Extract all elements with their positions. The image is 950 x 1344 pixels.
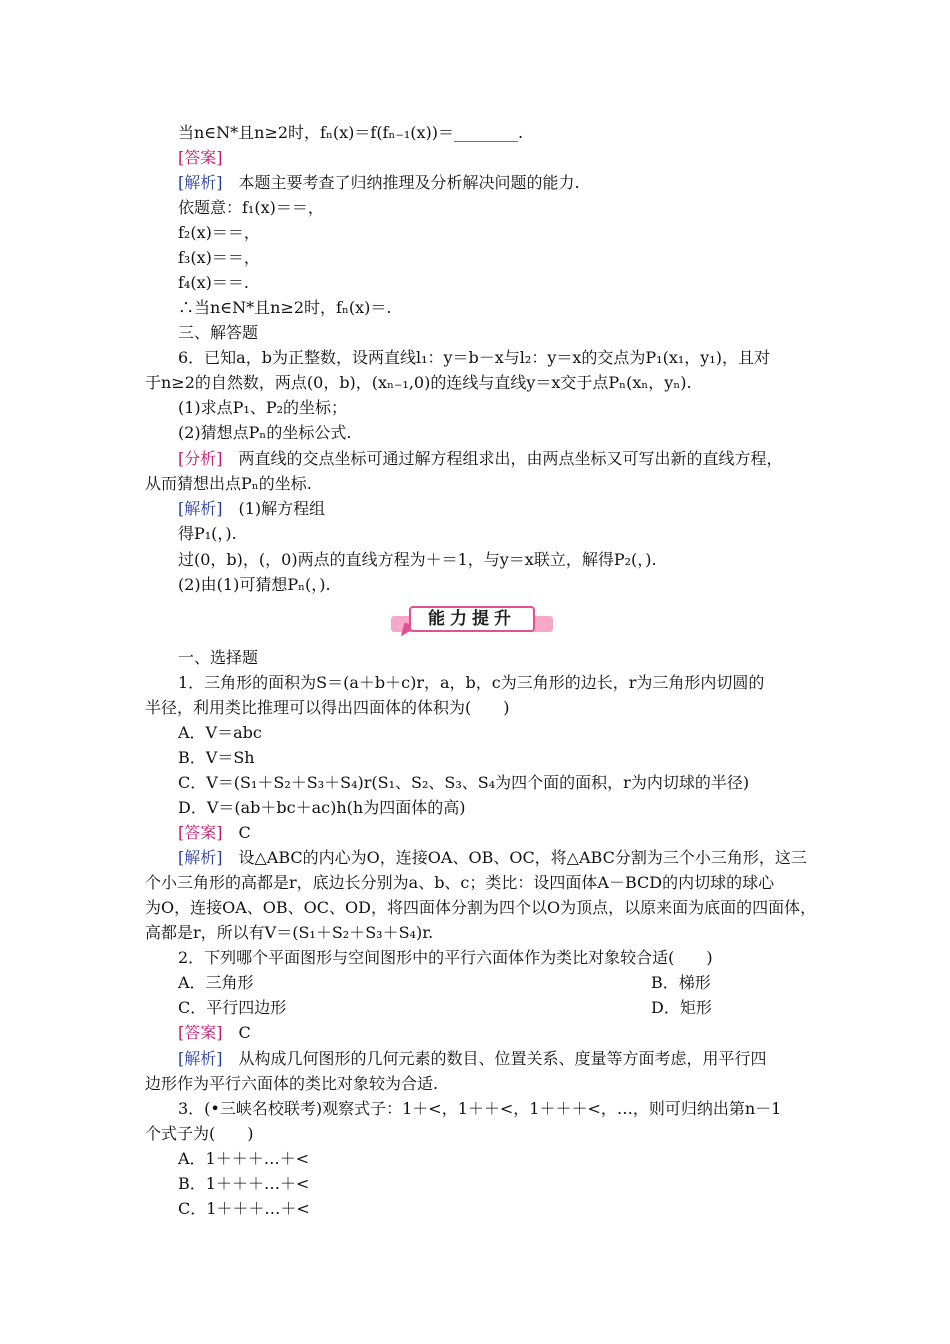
- option-row: [178, 996, 858, 1020]
- text-line: 当n∈N*且n≥2时，fₙ(x)＝f(fₙ₋₁(x))＝________.: [178, 123, 524, 142]
- answer-tag: [答案]: [178, 1023, 223, 1042]
- text-line: f₂(x)＝＝，: [178, 223, 260, 242]
- question-line: 半径，利用类比推理可以得出四面体的体积为( ): [145, 698, 510, 717]
- analysis-line: [178, 447, 858, 471]
- text-line: 个小三角形的高都是r，底边长分别为a、b、c；类比：设四面体A－BCD的内切球的球心: [145, 873, 775, 892]
- answer-tag: [答案]: [178, 823, 223, 842]
- analysis-tag: [解析]: [178, 1049, 223, 1068]
- analysis-line: [178, 171, 858, 195]
- question-line: 2．下列哪个平面图形与空间图形中的平行六面体作为类比对象较合适( ): [178, 948, 713, 967]
- question-line: 3．(•三峡名校联考)观察式子：1＋<，1＋＋<，1＋＋＋<，…，则可归纳出第n－1: [178, 1099, 782, 1118]
- option-b: B．1＋＋＋…＋<: [178, 1174, 310, 1193]
- option-b: B．梯形: [651, 973, 711, 992]
- analysis-line: [178, 497, 858, 521]
- answer-line: [178, 146, 858, 170]
- fenxi-tag: [分析]: [178, 449, 223, 468]
- option-row: [178, 971, 858, 995]
- text-line: (2)由(1)可猜想Pₙ(，).: [178, 575, 331, 594]
- analysis-line: [178, 846, 858, 870]
- fenxi-text: 两直线的交点坐标可通过解方程组求出，由两点坐标又可写出新的直线方程，: [222, 449, 783, 468]
- text-line: ∴当n∈N*且n≥2时，fₙ(x)＝.: [178, 298, 392, 317]
- analysis-text: 设△ABC的内心为O，连接OA、OB、OC，将△ABC分割为三个小三角形，这三: [222, 848, 807, 867]
- text-line: (2)猜想点Pₙ的坐标公式.: [178, 423, 352, 442]
- analysis-tag: [解析]: [178, 848, 223, 867]
- text-line: 依题意：f₁(x)＝＝，: [178, 198, 324, 217]
- option-c: C．V＝(S₁＋S₂＋S₃＋S₄)r(S₁、S₂、S₃、S₄为四个面的面积，r为内切球的半径): [178, 773, 750, 792]
- question-line: 于n≥2的自然数，两点(0，b)，(xₙ₋₁,0)的连线与直线y＝x交于点Pₙ(xₙ，yₙ).: [145, 373, 692, 392]
- text-line: 过(0，b)，(，0)两点的直线方程为＋＝1，与y＝x联立，解得P₂(，).: [178, 550, 657, 569]
- text-line: 从而猜想出点Pₙ的坐标.: [145, 474, 312, 493]
- answer-line: [178, 1021, 858, 1045]
- question-line: 6．已知a，b为正整数，设两直线l₁：y＝b－x与l₂：y＝x的交点为P₁(x₁，y₁)，且对: [178, 348, 770, 367]
- section-heading: 三、解答题: [178, 323, 259, 342]
- option-c: C．1＋＋＋…＋<: [178, 1199, 310, 1218]
- option-c: C．平行四边形: [178, 998, 287, 1017]
- text-line: f₄(x)＝＝.: [178, 273, 249, 292]
- option-b: B．V＝Sh: [178, 748, 255, 767]
- answer-line: [178, 821, 858, 845]
- text-line: 高都是r，所以有V＝(S₁＋S₂＋S₃＋S₄)r.: [145, 923, 434, 942]
- text-line: 边形作为平行六面体的类比对象较为合适.: [145, 1074, 439, 1093]
- text-line: 得P₁(，).: [178, 524, 237, 543]
- option-d: D．V＝(ab＋bc＋ac)h(h为四面体的高): [178, 798, 466, 817]
- text-line: f₃(x)＝＝，: [178, 248, 260, 267]
- text-line: (1)求点P₁、P₂的坐标；: [178, 398, 348, 417]
- analysis-text: (1)解方程组: [222, 499, 326, 518]
- analysis-line: [178, 1047, 858, 1071]
- section-heading: 一、选择题: [178, 648, 259, 667]
- answer-text: C: [222, 823, 251, 842]
- option-a: A．V＝abc: [178, 723, 262, 742]
- option-a: A．三角形: [178, 973, 254, 992]
- question-line: 1．三角形的面积为S＝(a＋b＋c)r，a，b，c为三角形的边长，r为三角形内切圆的: [178, 673, 765, 692]
- text-line: 为O，连接OA、OB、OC、OD，将四面体分割为四个以O为顶点，以原来面为底面的四面体，: [145, 898, 817, 917]
- analysis-tag: [解析]: [178, 499, 223, 518]
- banner-title: 能力提升: [409, 606, 535, 632]
- analysis-text: 从构成几何图形的几何元素的数目、位置关系、度量等方面考虑，用平行四: [222, 1049, 767, 1068]
- option-d: D．矩形: [651, 998, 712, 1017]
- section-banner: [391, 604, 553, 636]
- option-a: A．1＋＋＋…＋<: [178, 1149, 310, 1168]
- answer-text: C: [222, 1023, 251, 1042]
- analysis-text: 本题主要考查了归纳推理及分析解决问题的能力.: [222, 173, 580, 192]
- analysis-tag: [解析]: [178, 173, 223, 192]
- answer-tag: [答案]: [178, 148, 223, 167]
- question-line: 个式子为( ): [145, 1124, 254, 1143]
